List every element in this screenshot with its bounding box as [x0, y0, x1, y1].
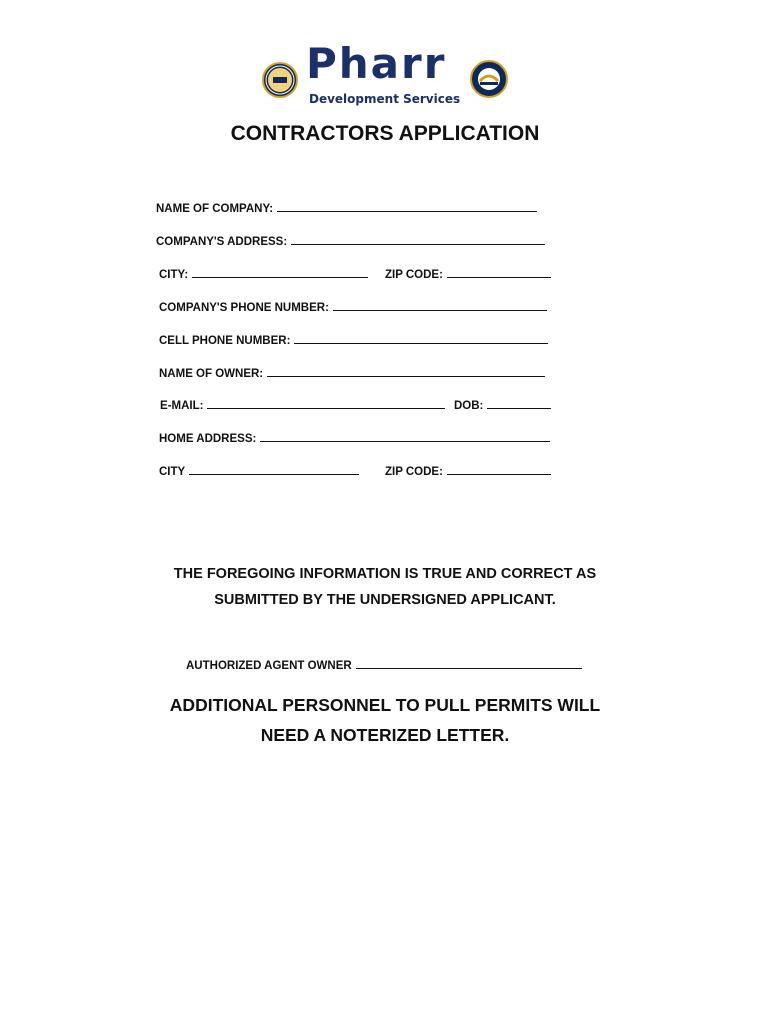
home-address-field[interactable]: [159, 431, 550, 447]
company-phone-blank[interactable]: [333, 300, 547, 311]
authorized-agent-label: AUTHORIZED AGENT OWNER: [186, 660, 352, 672]
home-address-label: HOME ADDRESS:: [159, 433, 257, 445]
bridge-emblem-icon: [470, 60, 508, 98]
notice-line-2: NEED A NOTERIZED LETTER.: [260, 725, 510, 745]
email-label: E-MAIL:: [160, 400, 204, 412]
company-address-label: COMPANY'S ADDRESS:: [156, 236, 288, 248]
city-field[interactable]: [159, 267, 368, 283]
cell-phone-label: CELL PHONE NUMBER:: [159, 335, 291, 347]
cell-phone-blank[interactable]: [294, 333, 548, 344]
statement-line-2: SUBMITTED BY THE UNDERSIGNED APPLICANT.: [214, 592, 556, 608]
dob-blank[interactable]: [487, 398, 551, 409]
zip-code-field[interactable]: [385, 267, 551, 283]
owner-name-blank[interactable]: [267, 366, 545, 377]
page-title: CONTRACTORS APPLICATION: [230, 122, 540, 145]
zip-code-2-field[interactable]: [385, 464, 551, 480]
cell-phone-field[interactable]: [159, 333, 548, 349]
company-address-blank[interactable]: [291, 234, 545, 245]
company-name-label: NAME OF COMPANY:: [156, 203, 274, 215]
company-name-field[interactable]: [156, 201, 537, 217]
notice-line-1: ADDITIONAL PERSONNEL TO PULL PERMITS WILL: [169, 695, 601, 715]
zip-code-2-blank[interactable]: [447, 464, 551, 475]
email-blank[interactable]: [207, 398, 445, 409]
company-name-blank[interactable]: [277, 201, 537, 212]
home-address-blank[interactable]: [260, 431, 550, 442]
company-phone-field[interactable]: [159, 300, 547, 316]
company-phone-label: COMPANY'S PHONE NUMBER:: [159, 302, 329, 314]
owner-name-label: NAME OF OWNER:: [159, 368, 264, 380]
owner-name-field[interactable]: [159, 366, 545, 382]
authorized-agent-signature-line[interactable]: [356, 658, 582, 669]
city-label: CITY:: [159, 269, 189, 281]
city-2-blank[interactable]: [189, 464, 359, 475]
city-2-field[interactable]: [159, 464, 359, 480]
city-2-label: CITY: [159, 466, 186, 478]
company-address-field[interactable]: [156, 234, 545, 250]
dob-label: DOB:: [454, 400, 484, 412]
email-field[interactable]: [160, 398, 445, 414]
zip-code-blank[interactable]: [447, 267, 551, 278]
dob-field[interactable]: [454, 398, 551, 414]
brand-subtitle: Development Services: [309, 92, 461, 106]
authorized-agent-field[interactable]: [186, 658, 582, 672]
zip-code-2-label: ZIP CODE:: [385, 466, 443, 478]
statement-line-1: THE FOREGOING INFORMATION IS TRUE AND CORRECT AS: [173, 566, 597, 582]
zip-code-label: ZIP CODE:: [385, 269, 443, 281]
city-seal-icon: [262, 62, 298, 98]
brand-name: Pharr: [306, 39, 447, 88]
city-blank[interactable]: [192, 267, 368, 278]
